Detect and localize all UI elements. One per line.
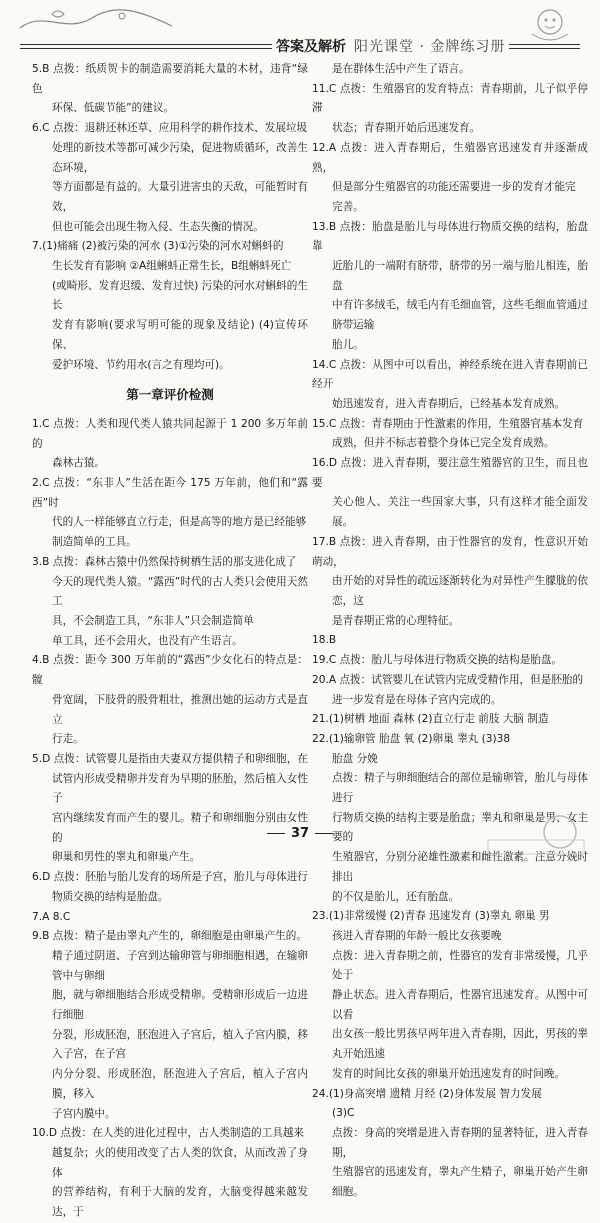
answer-item-line: 11.C 点拨：生殖器官的发育特点：青春期前，儿子似乎停滞 — [312, 82, 588, 115]
answer-item-line: 22.(1)输卵管 胎盘 氧 (2)卵巢 睾丸 (3)38 — [312, 732, 511, 745]
answer-text-line: 具，不会制造工具，“东非人”只会制造简单 — [52, 614, 254, 627]
answer-text-line: 是在群体生活中产生了语言。 — [332, 63, 470, 75]
answer-item-line: 10.D 点拨：在人类的进化过程中，古人类制造的工具越来 — [32, 1127, 305, 1140]
answer-text-line: 生殖器官的迅速发育，睾丸产生精子，卵巢开始产生卵细胞。 — [332, 1166, 588, 1199]
answer-text-line: 胞，就与卵细胞结合形成受精卵。受精卵形成后一边进行细胞 — [52, 989, 308, 1022]
answer-text-line: 分裂，形成胚泡，胚泡进入子宫后，植入子宫内膜，移入子宫，在子宫 — [52, 1028, 308, 1061]
answer-text-line: 胎盘 分娩 — [332, 752, 378, 765]
answer-text-line: 环保、低碳节能”的建议。 — [52, 102, 175, 115]
answer-text-line: 点拨：身高的突增是进入青春期的显著特征，进入青春期， — [332, 1126, 588, 1159]
answer-item-line: 14.C 点拨：从图中可以看出，神经系统在进入青春期前已经开 — [312, 358, 588, 391]
section-heading: 第一章评价检测 — [126, 387, 214, 403]
answer-text-line: 出女孩一般比男孩早两年进入青春期，因此，男孩的睾丸开始迅速 — [332, 1028, 588, 1061]
footer-dash-right — [315, 833, 333, 834]
answer-text-line: 的营养结构，有利于大脑的发育，大脑变得越来越发达，于 — [52, 1186, 308, 1219]
answer-text-line: 点拨：进入青春期之前，性器官的发育非常缓慢，几乎处于 — [332, 949, 588, 982]
answer-text-line: 等方面都是有益的。大量引进害虫的天敌，可能暂时有效， — [52, 181, 308, 213]
answer-text-line: 代的人一样能够直立行走，但是高等的地方是已经能够 — [52, 516, 307, 529]
watermark-stamp-icon — [480, 812, 590, 856]
answer-text-line: 状态；青春期开始后迅速发育。 — [332, 122, 481, 135]
answer-item-line: 1.C 点拨：人类和现代类人猿共同起源于 1 200 多万年前的 — [32, 417, 308, 450]
right-column — [312, 60, 588, 1203]
header-title: 答案及解析 — [272, 36, 350, 56]
answer-text-line: 成熟，但并不标志着整个身体已完全发育成熟。 — [332, 437, 555, 450]
answer-item-line: 5.D 点拨：试管婴儿是指由夫妻双方提供精子和卵细胞，在 — [32, 752, 308, 765]
answer-text-line: 子宫内膜中。 — [52, 1107, 116, 1120]
answer-text-line: 行走。 — [52, 733, 84, 746]
left-column — [32, 60, 308, 1223]
answer-text-line: 试管内形成受精卵并发育为早期的胚胎，然后植入女性子 — [52, 772, 308, 805]
answer-text-line: 近胎儿的一端附有脐带，脐带的另一端与胎儿相连，胎盘 — [332, 260, 588, 292]
decorative-swirl-icon — [12, 4, 182, 40]
answer-item-line: 7.(1)痛痛 (2)被污染的河水 (3)①污染的河水对蝌蚪的 — [32, 240, 284, 253]
answer-item-line: 18.B — [312, 634, 337, 647]
answer-item-line: 19.C 点拨：胎儿与母体进行物质交换的结构是胎盘。 — [312, 654, 563, 667]
answer-text-line: 点拨：精子与卵细胞结合的部位是输卵管，胎儿与母体进行 — [332, 772, 588, 805]
answer-text-line: 生长发育有影响 ②A组蝌蚪正常生长，B组蝌蚪死亡 — [52, 260, 292, 273]
answer-text-line: 森林古猿。 — [52, 457, 105, 470]
answer-text-line: 宫内继续发育而产生的婴儿。精子和卵细胞分别由女性的 — [52, 812, 308, 844]
footer-dash-left — [267, 833, 285, 834]
answer-text-line: 的不仅是胎儿，还有胎盘。 — [332, 890, 460, 903]
answer-text-line: 内分分裂、形成胚泡，胚泡进入子宫后，植入子宫内膜，移入 — [52, 1068, 308, 1100]
answer-item-line: 5.B 点拨：纸质贺卡的制造需要消耗大量的木材，违背“绿色 — [32, 63, 308, 95]
answer-text-line: 卵巢和男性的睾丸和卵巢产生。 — [52, 851, 201, 864]
answer-text-line: 中有许多绒毛，绒毛内有毛细血管，这些毛细血管通过脐带运输 — [332, 299, 588, 332]
answer-text-line: 行物质交换的结构主要是胎盘；睾丸和卵巢是男、女主要的 — [332, 811, 588, 844]
answer-text-line: 是青春期正常的心理特征。 — [332, 614, 460, 627]
answer-item-line: 2.C 点拨：“东非人”生活在距今 175 万年前，他们和“露西”时 — [32, 477, 308, 509]
answer-item-line: 6.D 点拨：胚胎与胎儿发育的场所是子宫，胎儿与母体进行 — [32, 871, 308, 884]
answer-item-line: 12.A 点拨：进入青春期后，生殖器官迅速发育并逐渐成熟， — [312, 141, 588, 174]
answer-text-line: 完善。 — [332, 200, 364, 213]
answer-text-line: 越复杂；火的使用改变了古人类的饮食，从而改善了身体 — [52, 1146, 308, 1179]
answer-text-line: 静止状态。进入青春期后，性器官迅速发育。从图中可以看 — [332, 989, 588, 1021]
mascot-illustration-icon — [520, 4, 580, 44]
page-number: 37 — [290, 826, 310, 841]
answer-text-line: 爱护环境、节约用水(言之有理均可)。 — [52, 358, 230, 371]
book-series-title: 阳光课堂 · 金牌练习册 — [350, 36, 509, 56]
answer-item-line: 24.(1)身高突增 遗精 月经 (2)身体发展 智力发展 — [312, 1087, 542, 1100]
answer-text-line: 孩进入青春期的年龄一般比女孩要晚 — [332, 929, 502, 942]
answer-text-line: 发育的时间比女孩的卵巢开始迅速发育的时间晚。 — [332, 1067, 566, 1080]
answer-text-line: 但也可能会出现生物入侵、生态失衡的情况。 — [52, 220, 264, 233]
answer-item-line: 17.B 点拨：进入青春期，由于性器官的发育，性意识开始萌动， — [312, 535, 588, 568]
answer-item-line: 16.D 点拨：进入青春期，要注意生殖器官的卫生，而且也要 — [312, 457, 588, 489]
page-header — [0, 0, 600, 56]
answer-item-line: 13.B 点拨：胎盘是胎儿与母体进行物质交换的结构，胎盘靠 — [312, 220, 588, 253]
answer-text-line: 今天的现代类人猿。“露西”时代的古人类只会使用天然工 — [52, 575, 308, 608]
answer-item-line: 9.B 点拨：精子是由睾丸产生的，卵细胞是由卵巢产生的。 — [32, 930, 307, 943]
answer-item-line: 21.(1)树栖 地面 森林 (2)直立行走 前肢 大脑 制造 — [312, 713, 549, 726]
answer-text-line: 制造简单的工具。 — [52, 536, 137, 549]
answer-text-line: 精子通过阴道、子宫到达输卵管与卵细胞相遇，在输卵管中与卵细 — [52, 949, 308, 982]
answer-item-line: 3.B 点拨：森林古猿中仍然保持树栖生活的那支进化成了 — [32, 555, 297, 568]
answer-text-line: 骨宽阔，下肢骨的股骨粗壮，推测出她的运动方式是直立 — [52, 693, 308, 726]
answer-item-line: 20.A 点拨：试管婴儿在试管内完成受精作用，但是胚胎的 — [312, 673, 584, 686]
answer-text-line: 但是部分生殖器官的功能还需要进一步的发育才能完 — [332, 181, 576, 194]
answer-text-line: 进一步发育是在母体子宫内完成的。 — [332, 693, 502, 706]
answer-item-line: 15.C 点拨：青春期由于性激素的作用，生殖器官基本发育 — [312, 417, 584, 430]
answer-text-line: 生殖器官，分别分泌雄性激素和雌性激素。注意分娩时排出 — [332, 851, 588, 883]
answer-text-line: 始迅速发育，进入青春期后，已经基本发育成熟。 — [332, 397, 566, 410]
answer-text-line: (或畸形、发育迟缓、发育过快) 污染的河水对蝌蚪的生长 — [52, 279, 308, 312]
answer-item-line: 6.C 点拨：退耕还林还草、应用科学的耕作技术、发展垃圾 — [32, 122, 308, 135]
answer-text-line: (3)C — [332, 1107, 355, 1120]
answer-text-line: 处理的新技术等都可减少污染，促进物质循环，改善生态环境， — [52, 141, 308, 174]
answer-text-line: 单工具，还不会用火，也没有产生语言。 — [52, 634, 243, 647]
answer-text-line: 由开始的对异性的疏远逐渐转化为对异性产生朦胧的依恋，这 — [332, 575, 588, 607]
answer-item-line: 7.A 8.C — [32, 910, 71, 923]
answer-text-line: 发育有影响(要求写明可能的现象及结论) (4)宣传环保、 — [52, 319, 308, 351]
answer-item-line: 23.(1)非常缓慢 (2)青春 迅速发育 (3)睾丸 卵巢 男 — [312, 910, 550, 923]
answer-text-line: 胎儿。 — [332, 338, 364, 351]
answer-text-line: 物质交换的结构是胎盘。 — [52, 890, 169, 903]
answer-item-line: 4.B 点拨：距今 300 万年前的“露西”少女化石的特点是：髋 — [32, 654, 308, 687]
answer-text-line: 关心他人、关注一些国家大事，只有这样才能全面发展。 — [332, 496, 588, 529]
